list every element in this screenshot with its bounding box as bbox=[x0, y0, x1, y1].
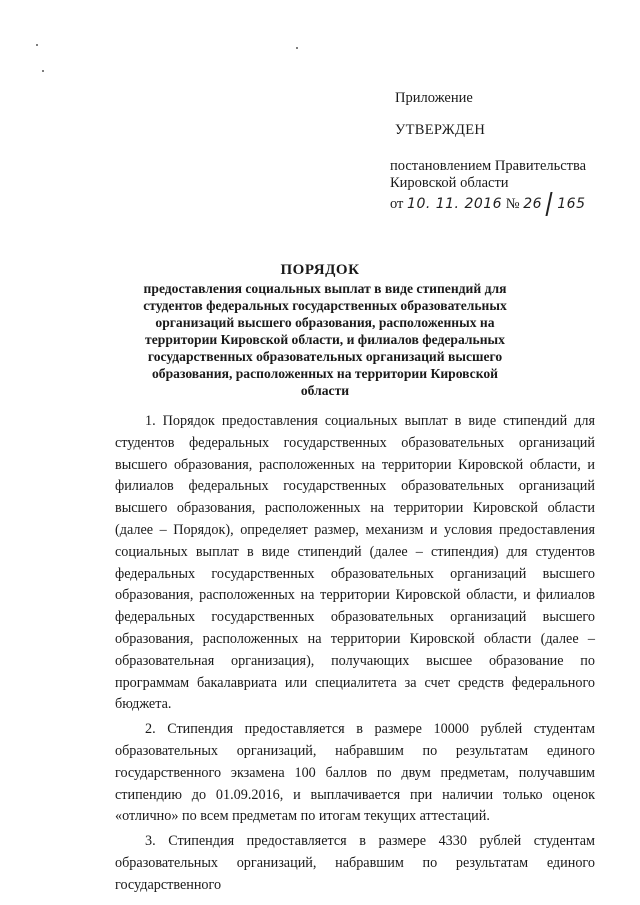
handwritten-number-part2: 165 bbox=[557, 196, 586, 212]
handwritten-number-part1: 26 bbox=[523, 196, 543, 212]
body-paragraph: 1. Порядок предоставления социальных выплат в виде стипендий для студентов федеральных государственных образовательных организаций высшего образования, расположенных на территории Кировской области, и филиалов федеральных государственных образовательных организаций высшего образования, расположенных на территории Кировской области (далее – Порядок), определяет размер, механизм и условия предоставления социальных выплат в виде стипендий (далее – стипендия) для студентов федеральных государственных образовательных организаций высшего образования, расположенных на территории Кировской области, и филиалов федеральных государственных образовательных организаций высшего образования, расположенных на территории Кировской области (далее – образовательная организация), получающих высшее образование по программам бакалавриата или специалитета за счет средств федерального бюджета. bbox=[115, 413, 595, 713]
decree-line: постановлением Правительства bbox=[390, 158, 587, 174]
document-title: ПОРЯДОК bbox=[280, 262, 360, 278]
scan-speck bbox=[42, 70, 44, 72]
appendix-label: Приложение bbox=[395, 90, 473, 106]
document-subtitle: предоставления социальных выплат в виде стипендий для студентов федеральных государственных образовательных организаций высшего образования, расположенных на территории Кировской области, и филиалов федеральных государственных образовательных организаций высшего образования, расположенных на территории Кировской области bbox=[143, 281, 507, 398]
region-line: Кировской области bbox=[390, 175, 509, 191]
scan-speck bbox=[36, 44, 38, 46]
body-paragraph: 3. Стипендия предоставляется в размере 4330 рублей студентам образовательных организаций, набравшим по результатам единого государственного bbox=[115, 833, 595, 893]
approved-label: УТВЕРЖДЕН bbox=[395, 122, 486, 138]
scan-speck bbox=[296, 47, 298, 49]
handwritten-slash bbox=[545, 192, 552, 216]
date-prefix: от bbox=[390, 196, 404, 212]
handwritten-date: 10. 11. 2016 bbox=[407, 196, 503, 212]
document-body bbox=[115, 411, 595, 900]
body-paragraph: 2. Стипендия предоставляется в размере 10000 рублей студентам образовательных организаций, набравшим по результатам единого государственного экзамена 100 баллов по двум предметам, получавшим стипендию до 01.09.2016, и выплачивается при наличии только оценок «отлично» по всем предметам по итогам текущих аттестаций. bbox=[115, 721, 595, 825]
date-number-line bbox=[390, 192, 586, 216]
number-prefix: № bbox=[505, 196, 520, 212]
